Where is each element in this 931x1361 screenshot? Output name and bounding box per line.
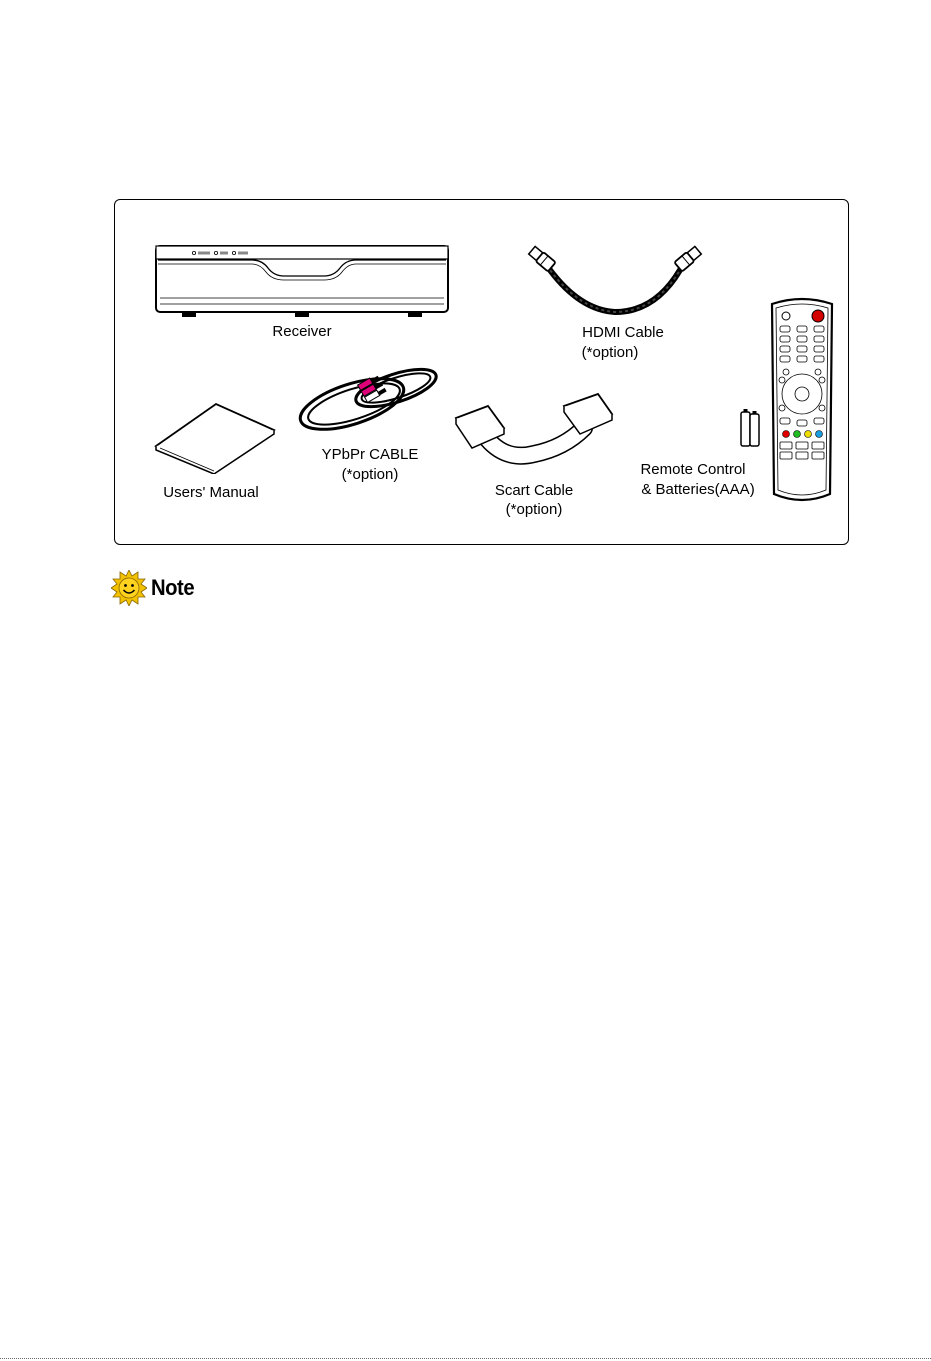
hdmi-cable-label: HDMI Cable <box>582 324 664 341</box>
note-title: Note <box>151 575 195 600</box>
smiling-sun-icon <box>111 570 147 606</box>
receiver-illustration <box>154 244 450 320</box>
hdmi-cable-option: (*option) <box>581 344 639 361</box>
remote-control-illustration <box>766 296 838 506</box>
scart-cable-illustration <box>452 392 616 472</box>
ypbpr-cable-illustration <box>292 356 448 434</box>
users-manual-label: Users' Manual <box>163 484 259 501</box>
hdmi-cable-illustration <box>520 240 710 320</box>
page-bottom-rule <box>0 1358 931 1359</box>
ypbpr-cable-label: YPbPr CABLE <box>321 446 419 463</box>
batteries-label: & Batteries(AAA) <box>641 481 755 498</box>
note-heading <box>111 570 198 606</box>
scart-cable-option: (*option) <box>505 501 563 518</box>
ypbpr-cable-option: (*option) <box>341 466 399 483</box>
users-manual-illustration <box>152 400 276 474</box>
scart-cable-label: Scart Cable <box>494 482 574 499</box>
receiver-label: Receiver <box>272 323 332 340</box>
batteries-illustration <box>738 408 764 448</box>
remote-control-label: Remote Control <box>640 461 746 478</box>
